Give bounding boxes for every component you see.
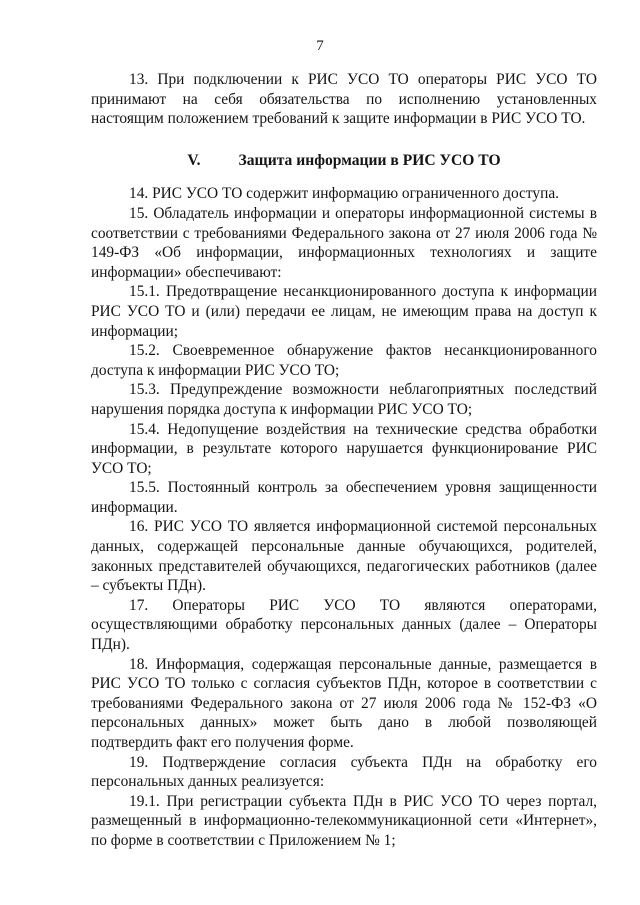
paragraph-13: 13. При подключении к РИС УСО ТО операторы РИС УСО ТО принимают на себя обязательства по исполнению установленных настоящим положением требований к защите информации в РИС УСО ТО. [91,71,597,128]
paragraph-19-1: 19.1. При регистрации субъекта ПДн в РИС УСО ТО через портал, размещенный в информационно-телекоммуникационной сети «Интернет», по форме в соответствии с Приложением № 1; [91,792,597,849]
paragraph-15-5: 15.5. Постоянный контроль за обеспечением уровня защищенности информации. [91,479,597,516]
paragraph-15-2: 15.2. Своевременное обнаружение фактов несанкционированного доступа к информации РИС УСО ТО; [91,342,597,379]
paragraph-17: 17. Операторы РИС УСО ТО являются операторами, осуществляющими обработку персональных данных (далее – Операторы ПДн). [91,596,597,654]
section-heading [91,151,597,171]
document-body [91,70,597,851]
paragraph-18: 18. Информация, содержащая персональные данные, размещается в РИС УСО ТО только с согласия субъектов ПДн, которое в соответствии с требованиями Федерального закона от 27 июля 2006 года № 152-ФЗ «О персональных данных» может быть дано в любой позволяющей подтвердить факт его получения форме. [91,655,597,751]
paragraph-14: 14. РИС УСО ТО содержит информацию ограниченного доступа. [129,185,560,203]
paragraph-15: 15. Обладатель информации и операторы информационной системы в соответствии с требованиями Федерального закона от 27 июля 2006 года № 149-ФЗ «Об информации, информационных технологиях и защите информации» обеспечивают: [91,204,597,281]
paragraph-15-1: 15.1. Предотвращение несанкционированного доступа к информации РИС УСО ТО и (или) передачи ее лицам, не имеющим права на доступ к информации; [91,283,597,340]
paragraph-15-3: 15.3. Предупреждение возможности неблагоприятных последствий нарушения порядка доступа к информации РИС УСО ТО; [91,381,597,418]
page-number: 7 [316,38,324,54]
paragraph-16: 16. РИС УСО ТО является информационной системой персональных данных, содержащей персональные данные обучающихся, родителей, законных представителей обучающихся, педагогических работников (далее – субъекты ПДн). [91,518,597,595]
section-title: Защита информации в РИС УСО ТО [238,151,501,169]
paragraph-15-4: 15.4. Недопущение воздействия на технические средства обработки информации, в результате которого нарушается функционирование РИС УСО ТО; [91,420,597,477]
section-number: V. [187,151,201,169]
paragraph-19: 19. Подтверждение согласия субъекта ПДн на обработку его персональных данных реализуется: [91,753,597,791]
